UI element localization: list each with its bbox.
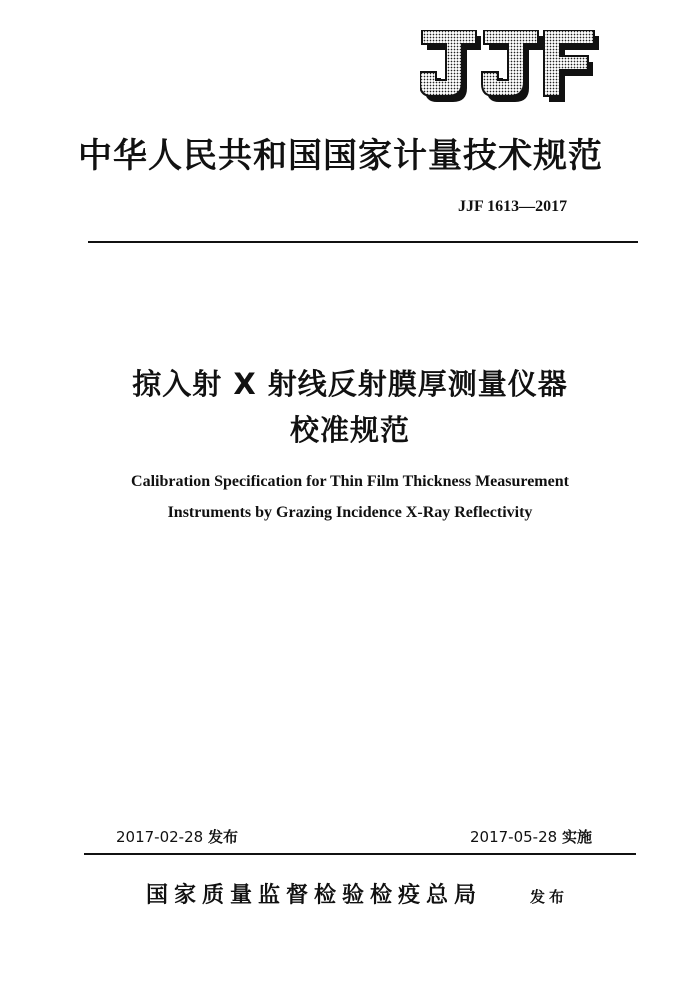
implementation-date-label: 实施 (561, 828, 592, 846)
standard-series-title: 中华人民共和国国家计量技术规范 (78, 136, 603, 176)
publisher-label: 发布 (530, 888, 569, 906)
document-number: JJF 1613—2017 (458, 198, 568, 215)
bottom-divider (84, 853, 636, 855)
issue-date-value: 2017-02-28 (116, 828, 204, 846)
jjf-logo (420, 30, 603, 108)
issue-date (116, 826, 238, 847)
issue-date-label: 发布 (207, 828, 238, 846)
english-title-line-1: Calibration Specification for Thin Film Thickness Measurement (131, 473, 569, 490)
english-title-line-2: Instruments by Grazing Incidence X-Ray Reflectivity (167, 504, 533, 521)
top-divider (88, 241, 638, 243)
chinese-title-line-1: 掠入射 X 射线反射膜厚测量仪器 (132, 367, 568, 401)
implementation-date (470, 826, 592, 847)
chinese-title-line-2: 校准规范 (289, 413, 410, 447)
publisher-name: 国家质量监督检验检疫总局 (146, 882, 483, 908)
implementation-date-value: 2017-05-28 (470, 828, 558, 846)
